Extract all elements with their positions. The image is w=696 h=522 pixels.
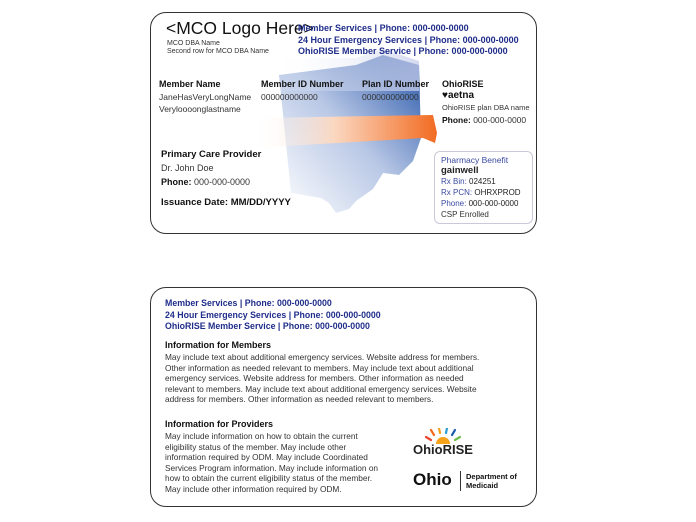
dept-line2: Medicaid [466, 481, 499, 490]
rx-pcn [441, 188, 521, 197]
ohiorise-member-service-phone: OhioRISE Member Service | Phone: 000-000-0000 [298, 46, 508, 56]
ohio-logo-text: Ohio [413, 470, 452, 489]
members-info-line: relevant to members. May include text about additional emergency services. Website [165, 383, 477, 394]
providers-info-title: Information for Providers [165, 419, 274, 429]
logo-divider [460, 471, 461, 491]
providers-info-line: eligibility status of the member. May include other [165, 441, 347, 452]
mco-dba-name: MCO DBA Name [167, 40, 220, 47]
pcp-phone [161, 177, 250, 187]
ohiorise-logo-text: OhioRISE [413, 442, 473, 457]
issuance-date-label: Issuance Date: [161, 197, 229, 208]
ohiorise-logo [413, 428, 483, 460]
providers-info-line: Services Program information. May include information on [165, 462, 379, 473]
members-info-line: emergency services. Website address for members. Other information as needed [165, 373, 464, 384]
rx-pcn-value: OHRXPROD [474, 188, 521, 197]
pcp-name: Dr. John Doe [161, 163, 214, 173]
gainwell-logo: gainwell [441, 165, 479, 176]
rx-bin-label: Rx Bin: [441, 177, 467, 186]
members-info-line: address for members. Other information as needed relevant to members. [165, 394, 434, 405]
pharmacy-benefit-box [434, 151, 533, 224]
ohiorise-phone-value: 000-000-0000 [473, 115, 527, 125]
pcp-label: Primary Care Provider [161, 149, 262, 160]
providers-info-line: information required by ODM. May include Coordinated [165, 452, 368, 463]
rx-bin-value: 024251 [469, 177, 496, 186]
member-id-label: Member ID Number [261, 79, 344, 89]
issuance-date-value: MM/DD/YYYY [230, 197, 291, 208]
rx-phone-value: 000-000-0000 [468, 199, 519, 208]
providers-info-text [165, 431, 378, 495]
member-first-name: JaneHasVeryLongName [159, 92, 252, 102]
member-name-label: Member Name [159, 79, 221, 89]
member-id-value: 000000000000 [261, 92, 318, 102]
members-info-line: May include text about additional emergency services. Website address for members. [165, 352, 480, 362]
providers-info-line: May include other information required by ODM. [165, 483, 342, 494]
emergency-services-phone: 24 Hour Emergency Services | Phone: 000-000-0000 [298, 35, 519, 45]
csp-enrolled: CSP Enrolled [441, 210, 489, 219]
ohio-medicaid-logo [413, 470, 523, 494]
providers-info-line: how to obtain the current eligibility status of the member. [165, 473, 373, 484]
ohiorise-label: OhioRISE [442, 79, 484, 89]
providers-info-line: May include information on how to obtain the current [165, 431, 358, 441]
aetna-logo: ♥aetna [442, 90, 475, 101]
pcp-phone-value: 000-000-0000 [194, 177, 251, 187]
plan-id-label: Plan ID Number [362, 79, 430, 89]
back-emergency-services-phone: 24 Hour Emergency Services | Phone: 000-000-0000 [165, 310, 381, 320]
member-services-phone: Member Services | Phone: 000-000-0000 [298, 23, 469, 33]
plan-id-value: 000000000000 [362, 92, 419, 102]
ohiorise-plan-dba: OhioRISE plan DBA name [442, 103, 530, 112]
issuance-date [161, 197, 291, 208]
id-card-back [150, 287, 537, 507]
rx-pcn-label: Rx PCN: [441, 188, 473, 197]
pharmacy-benefit-title: Pharmacy Benefit [441, 155, 509, 165]
ohiorise-phone [442, 115, 526, 125]
back-member-services-phone: Member Services | Phone: 000-000-0000 [165, 298, 332, 308]
id-card-front [150, 12, 537, 234]
members-info-line: Other information as needed relevant to members. May include text about additional [165, 362, 474, 373]
dept-line1: Department of [466, 472, 517, 481]
mco-dba-name-row2: Second row for MCO DBA Name [167, 48, 269, 55]
rx-phone-label: Phone: [441, 199, 467, 208]
members-info-title: Information for Members [165, 340, 272, 350]
back-ohiorise-member-service-phone: OhioRISE Member Service | Phone: 000-000-0000 [165, 321, 370, 331]
rx-bin [441, 177, 496, 186]
member-last-name: Veryloooonglastname [159, 104, 241, 114]
rx-phone [441, 199, 518, 208]
ohiorise-phone-label: Phone: [442, 115, 471, 125]
members-info-text [165, 352, 479, 405]
mco-logo-placeholder: <MCO Logo Here> [166, 18, 314, 38]
pcp-phone-label: Phone: [161, 177, 192, 187]
